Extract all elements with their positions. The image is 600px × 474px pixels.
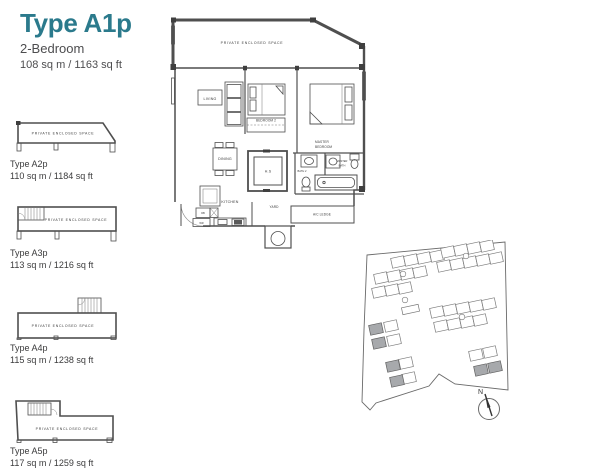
- bedroom-count: 2-Bedroom: [20, 41, 85, 56]
- variant-name: Type A5p: [10, 446, 48, 456]
- pes-label: PRIVATE ENCLOSED SPACE: [31, 131, 95, 136]
- variant-area: 115 sq m / 1238 sq ft: [10, 355, 94, 365]
- living-label: LIVING: [203, 96, 217, 101]
- site-block: [473, 314, 488, 326]
- variant-area: 110 sq m / 1184 sq ft: [10, 171, 93, 181]
- site-block: [413, 266, 428, 278]
- site-block: [467, 242, 482, 254]
- site-plan: [358, 240, 553, 460]
- site-block: [387, 334, 402, 346]
- sofa: [225, 82, 243, 126]
- site-block: [488, 361, 503, 373]
- bed-master: [310, 84, 354, 124]
- site-block: [456, 302, 471, 314]
- stairs: [78, 298, 101, 313]
- site-block: [489, 252, 504, 264]
- pes-outline-a5p: [10, 397, 140, 443]
- pes-outline-a2p: [10, 116, 140, 156]
- header: [20, 8, 132, 71]
- site-block: [476, 254, 491, 266]
- site-block: [374, 272, 389, 284]
- pes-outline-a3p: [10, 201, 140, 245]
- page-title: Type A1p: [20, 8, 132, 38]
- site-block: [398, 282, 413, 294]
- window: [172, 78, 175, 104]
- master-bedroom-label-1: MASTER: [315, 140, 329, 144]
- variant-area: 117 sq m / 1259 sq ft: [10, 458, 94, 468]
- bedroom2-label: BEDROOM 2: [255, 118, 277, 123]
- pes-label: PRIVATE ENCLOSED SPACE: [35, 427, 99, 431]
- site-marker: [463, 253, 469, 259]
- site-block: [390, 375, 405, 387]
- bed-bedroom2: [248, 84, 285, 115]
- yard-label: YARD: [269, 205, 279, 209]
- master-bath-label-2: BATH: [338, 164, 346, 168]
- site-block: [404, 254, 419, 266]
- site-marker: [459, 314, 465, 320]
- site-block: [384, 320, 399, 332]
- bath2-label: BATH 2: [297, 170, 307, 173]
- variant-diagram-a2p: [10, 116, 160, 181]
- clubhouse: [401, 304, 419, 314]
- site-block: [372, 286, 387, 298]
- door-swing: [78, 298, 85, 305]
- site-block: [391, 256, 406, 268]
- kitchen-label: KITCHEN: [221, 200, 239, 204]
- variant-diagram-a5p: [10, 397, 160, 468]
- site-marker: [402, 297, 408, 303]
- site-block: [372, 337, 387, 349]
- variant-name: Type A3p: [10, 248, 48, 258]
- stairs: [28, 403, 51, 415]
- ac-ledge-label: A/C LEDGE: [313, 212, 331, 217]
- variant-diagram-a3p: [10, 201, 160, 270]
- site-block: [386, 360, 401, 372]
- site-block: [430, 306, 445, 318]
- site-block: [399, 357, 414, 369]
- site-block: [469, 300, 484, 312]
- variant-name: Type A4p: [10, 343, 48, 353]
- site-block: [385, 284, 400, 296]
- door-swing: [51, 409, 57, 415]
- site-block: [437, 260, 452, 272]
- pes-label: PRIVATE ENCLOSED SPACE: [220, 41, 284, 45]
- site-marker: [400, 271, 406, 277]
- site-block: [443, 304, 458, 316]
- wall-pier: [16, 121, 21, 125]
- site-block: [450, 258, 465, 270]
- site-block: [469, 349, 484, 361]
- site-block: [417, 252, 432, 264]
- variant-area: 113 sq m / 1216 sq ft: [10, 260, 94, 270]
- db-label: DB: [201, 212, 205, 215]
- north-compass: [478, 389, 500, 420]
- site-block: [447, 318, 462, 330]
- pes-label: PRIVATE ENCLOSED SPACE: [31, 324, 95, 328]
- dining-label: DINING: [218, 157, 232, 161]
- site-block: [387, 270, 402, 282]
- kitchen-fixtures: [193, 186, 246, 227]
- wr-label: WR: [199, 222, 204, 225]
- site-block: [434, 320, 449, 332]
- site-block: [369, 323, 384, 335]
- site-block: [483, 346, 498, 358]
- site-block: [474, 364, 489, 376]
- master-bath-label-1: MASTER: [336, 160, 348, 163]
- site-block: [480, 240, 495, 252]
- master-bedroom-label-2: BEDROOM: [315, 145, 333, 149]
- unit-area: 108 sq m / 1163 sq ft: [20, 59, 122, 71]
- hs-label: H.S: [264, 169, 272, 174]
- variant-diagram-a4p: [10, 294, 160, 365]
- pes-label: PRIVATE ENCLOSED SPACE: [44, 218, 108, 222]
- north-label: N: [478, 389, 484, 396]
- site-block: [482, 298, 497, 310]
- variant-name: Type A2p: [10, 159, 48, 169]
- yard-wc: [265, 226, 291, 248]
- pes-outline-a4p: [10, 294, 140, 340]
- main-floor-plan: [168, 12, 368, 259]
- door-swing: [18, 213, 25, 220]
